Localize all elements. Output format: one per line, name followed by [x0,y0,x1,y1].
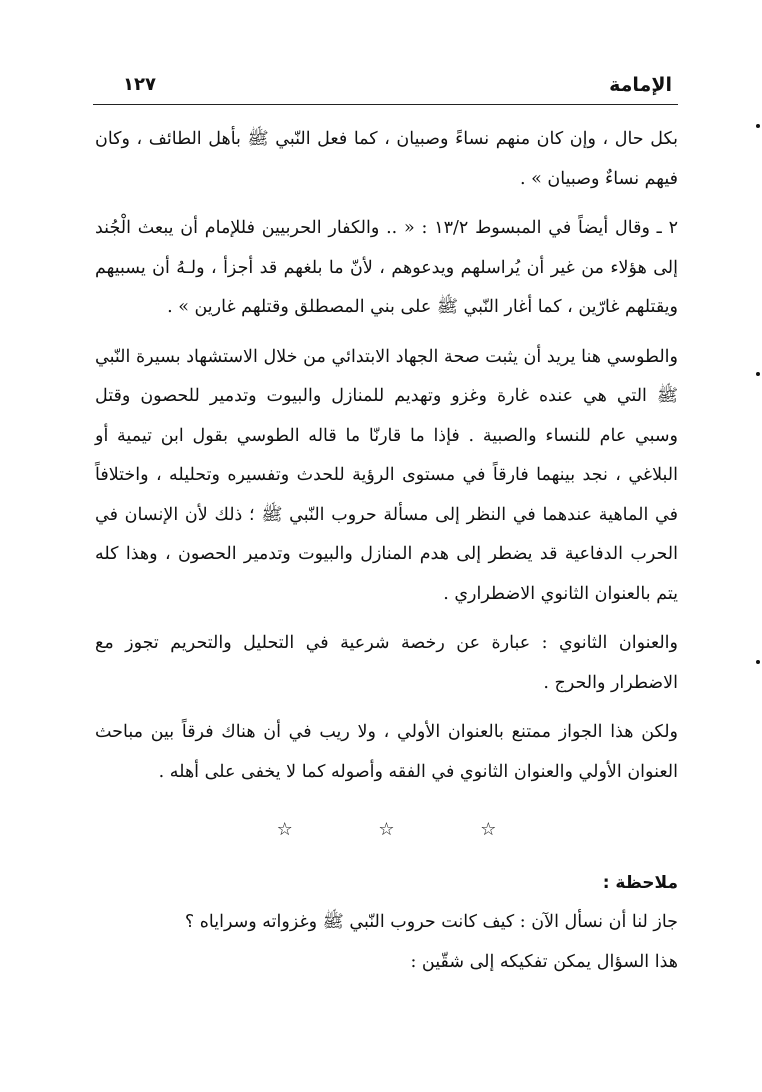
page-number: ١٢٧ [123,74,156,95]
scan-margin-mark [756,124,760,128]
paragraph-1: بكل حال ، وإن كان منهم نساءً وصبيان ، كما فعل النّبي ﷺ بأهل الطائف ، وكان فيهم نساءٌ وصبيان » . [95,129,678,189]
scan-margin-mark [756,660,760,664]
scan-margin-mark [756,372,760,376]
note-heading: ملاحظة : [602,872,678,893]
paragraph-5: ولكن هذا الجواز ممتنع بالعنوان الأولي ، ولا ريب في أن هناك فرقاً بين مباحث العنوان الأولي والعنوان الثانوي في الفقه وأصوله كما لا يخفى على أهله . [95,722,678,782]
chapter-title: الإمامة [609,74,672,96]
paragraph-4: والعنوان الثانوي : عبارة عن رخصة شرعية في التحليل والتحريم تجوز مع الاضطرار والحرج . [95,633,678,693]
page-body [95,120,678,982]
note-line-2: هذا السؤال يمكن تفكيكه إلى شقّين : [410,951,678,972]
note-line-1: جاز لنا أن نسأل الآن : كيف كانت حروب النّبي ﷺ وغزواته وسراياه ؟ [184,912,678,932]
paragraph-2: ٢ ـ وقال أيضاً في المبسوط ١٣/٢ : « .. والكفار الحربيين فللإمام أن يبعث الْجُند إلى هؤلاء من غير أن يُراسلهم ويدعوهم ، لأنّ ما بلغهم قد أجزأ ، ولـهُ أن يسبيهم ويقتلهم غارّين ، كما أغار النّبي ﷺ على بني المصطلق وقتلهم غارين » . [95,218,678,317]
paragraph-3: والطوسي هنا يريد أن يثبت صحة الجهاد الابتدائي من خلال الاستشهاد بسيرة النّبي ﷺ التي هي عنده غارة وغزو وتهديم للمنازل والبيوت وتدمير للحصون وقتل وسبي عام للنساء والصبية . فإذا ما قارنّا ما قاله الطوسي بقول ابن تيمية أو البلاغي ، نجد بينهما فارقاً في مستوى الرؤية للحدث وتفسيره وتحليله ، واختلافاً في الماهية عندهما في النظر إلى مسألة حروب النّبي ﷺ ؛ ذلك لأن الإنسان في الحرب الدفاعية قد يضطر إلى هدم المنازل والبيوت وتدمير الحصون ، وهذا كله يتم بالعنوان الثانوي الاضطراري . [95,346,678,604]
section-divider-stars: ☆ ☆ ☆ [276,819,537,840]
running-header [93,70,678,105]
